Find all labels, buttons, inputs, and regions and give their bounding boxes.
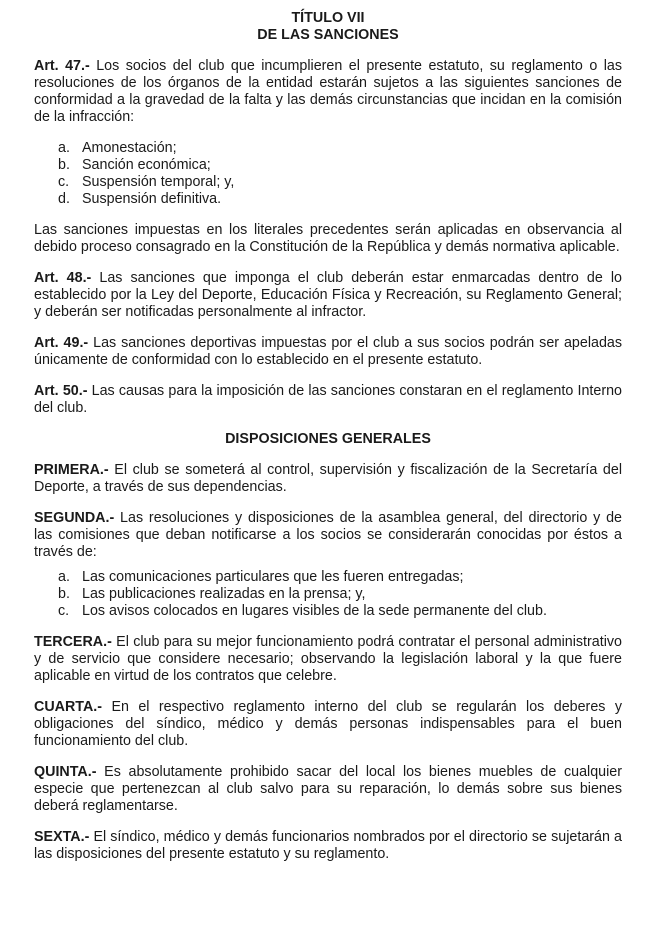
list-item <box>58 603 622 620</box>
title-line-2: DE LAS SANCIONES <box>257 27 399 43</box>
provision-sexta-label: SEXTA.- <box>34 829 90 845</box>
article-50 <box>34 383 622 417</box>
list-item <box>58 174 622 191</box>
provision-tercera <box>34 634 622 685</box>
list-item <box>58 157 622 174</box>
provision-primera-text: El club se someterá al control, supervisión y fiscalización de la Secretaría del Deporte, a través de sus dependencias. <box>34 462 622 495</box>
list-item-text: Las comunicaciones particulares que les fueren entregadas; <box>82 569 464 585</box>
provision-segunda-list <box>34 569 622 620</box>
provision-primera <box>34 462 622 496</box>
list-marker: c. <box>58 174 70 190</box>
title-line-1: TÍTULO VII <box>291 10 365 26</box>
list-item <box>58 569 622 586</box>
list-item-text: Sanción económica; <box>82 157 211 173</box>
provision-segunda-text: Las resoluciones y disposiciones de la asamblea general, del directorio y de las comisiones que deban notificarse a los socios se considerarán conocidas por éstos a través de: <box>34 510 622 560</box>
list-item <box>58 586 622 603</box>
article-48-label: Art. 48.- <box>34 270 92 286</box>
article-49-label: Art. 49.- <box>34 335 89 351</box>
list-marker: b. <box>58 157 70 173</box>
list-item-text: Suspensión temporal; y, <box>82 174 235 190</box>
list-marker: a. <box>58 569 70 585</box>
provision-cuarta <box>34 699 622 750</box>
provision-segunda-label: SEGUNDA.- <box>34 510 115 526</box>
article-47-label: Art. 47.- <box>34 58 90 74</box>
list-marker: b. <box>58 586 70 602</box>
provision-quinta-text: Es absolutamente prohibido sacar del local los bienes muebles de cualquier especie que pertenezcan al club salvo para su reparación, lo demás sobre sus bienes deberá reglamentarse. <box>34 764 622 814</box>
provision-quinta <box>34 764 622 815</box>
article-50-text: Las causas para la imposición de las sanciones constaran en el reglamento Interno del club. <box>34 383 622 416</box>
provision-cuarta-text: En el respectivo reglamento interno del club se regularán los deberes y obligaciones del síndico, médico y demás personas indispensables para el buen funcionamiento del club. <box>34 699 622 749</box>
article-49 <box>34 335 622 369</box>
article-50-label: Art. 50.- <box>34 383 88 399</box>
provision-sexta <box>34 829 622 863</box>
list-marker: d. <box>58 191 70 207</box>
provision-segunda <box>34 510 622 561</box>
general-provisions-heading: DISPOSICIONES GENERALES <box>225 431 431 447</box>
provision-tercera-label: TERCERA.- <box>34 634 112 650</box>
article-47-text: Los socios del club que incumplieren el presente estatuto, su reglamento o las resoluciones de los órganos de la entidad estarán sujetos a las siguientes sanciones de conformidad a la gravedad de la falta y las demás circunstancias que incidan en la comisión de la infracción: <box>34 58 623 125</box>
provision-primera-label: PRIMERA.- <box>34 462 109 478</box>
provision-cuarta-label: CUARTA.- <box>34 699 103 715</box>
article-47 <box>34 58 622 126</box>
article-48 <box>34 270 622 321</box>
list-item <box>58 140 622 157</box>
list-marker: a. <box>58 140 70 156</box>
list-item-text: Los avisos colocados en lugares visibles de la sede permanente del club. <box>82 603 547 619</box>
article-48-text: Las sanciones que imponga el club deberán estar enmarcadas dentro de lo establecido por la Ley del Deporte, Educación Física y Recreación, su Reglamento General; y deberán ser notificadas personalmente al infractor. <box>34 270 623 320</box>
article-49-text: Las sanciones deportivas impuestas por el club a sus socios podrán ser apeladas únicamente de conformidad con lo establecido en el presente estatuto. <box>34 335 623 368</box>
provision-tercera-text: El club para su mejor funcionamiento podrá contratar el personal administrativo y de servicio que considere necesario; observando la legislación laboral y la que fuere aplicable en virtud de los contratos que celebre. <box>34 634 622 684</box>
list-item-text: Amonestación; <box>82 140 177 156</box>
provision-sexta-text: El síndico, médico y demás funcionarios nombrados por el directorio se sujetarán a las disposiciones del presente estatuto y su reglamento. <box>34 829 622 862</box>
list-item <box>58 191 622 208</box>
provision-quinta-label: QUINTA.- <box>34 764 97 780</box>
title-block <box>34 10 622 44</box>
article-47-sanctions-list <box>34 140 622 208</box>
list-item-text: Las publicaciones realizadas en la prensa; y, <box>82 586 366 602</box>
list-marker: c. <box>58 603 70 619</box>
article-47-closing: Las sanciones impuestas en los literales precedentes serán aplicadas en observancia al debido proceso consagrado en la Constitución de la República y demás normativa aplicable. <box>34 222 622 255</box>
list-item-text: Suspensión definitiva. <box>82 191 222 207</box>
